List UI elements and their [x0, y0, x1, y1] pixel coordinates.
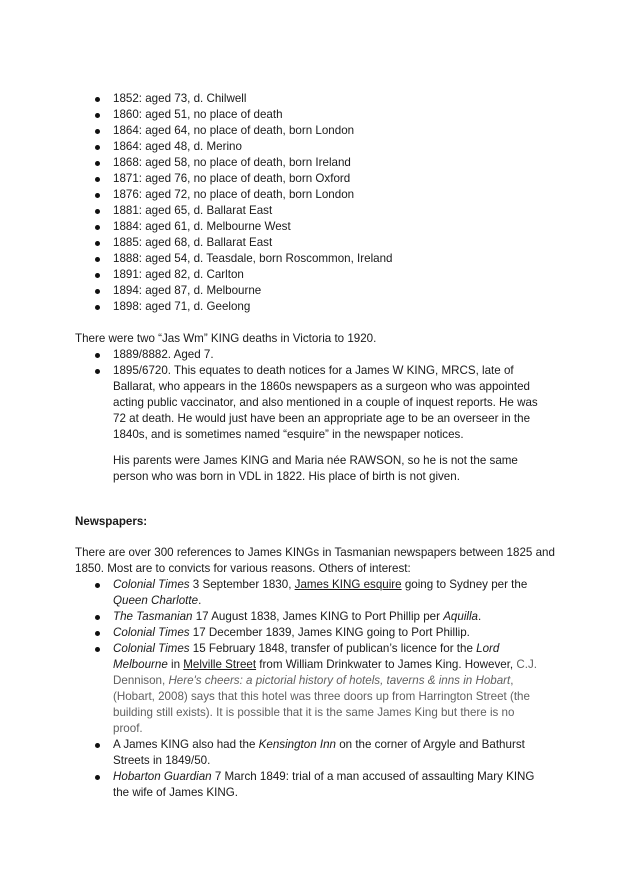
list-item: 1884: aged 61, d. Melbourne West: [77, 219, 547, 235]
text: in: [167, 658, 184, 671]
text: on the corner of Argyle and Bathurst Streets in 1849/50.: [113, 738, 525, 767]
citation-text: , (Hobart, 2008) says that this hotel was three doors up from Harrington Street (the building still exists). It is possible that it is the same James King but there is no proof.: [113, 674, 530, 735]
list-item: 1876: aged 72, no place of death, born London: [77, 187, 547, 203]
hotel-name: Lord Melbourne: [113, 642, 500, 671]
newspapers-intro: There are over 300 references to James KINGs in Tasmanian newspapers between 1825 and 1850. Most are to convicts for various reasons. Others of interest:: [75, 546, 555, 575]
text: .: [478, 610, 482, 623]
newspaper-references-list: [77, 577, 547, 801]
list-item: 1864: aged 48, d. Merino: [77, 139, 547, 155]
source-title: Hobarton Guardian: [113, 770, 212, 783]
text: going to Sydney per the: [401, 578, 528, 591]
list-item: 1881: aged 65, d. Ballarat East: [77, 203, 547, 219]
melville-street-link[interactable]: Melville Street: [183, 658, 257, 671]
list-item: 1898: aged 71, d. Geelong: [77, 299, 547, 315]
james-king-esquire-link[interactable]: James KING esquire: [294, 578, 402, 591]
source-title: The Tasmanian: [113, 610, 193, 623]
list-item: 1885: aged 68, d. Ballarat East: [77, 235, 547, 251]
citation-author: C.J. Dennison,: [113, 658, 537, 687]
ship-name: Queen Charlotte: [113, 594, 199, 607]
source-title: Colonial Times: [113, 578, 190, 591]
text: 3 September 1830,: [189, 578, 295, 591]
citation-book-title: Here's cheers: a pictorial history of hotels, taverns & inns in Hobart: [168, 674, 511, 687]
list-item: 1888: aged 54, d. Teasdale, born Roscommon, Ireland: [77, 251, 547, 267]
ship-name: Aquilla: [443, 610, 478, 623]
list-item: 1864: aged 64, no place of death, born London: [77, 123, 547, 139]
list-item: 1894: aged 87, d. Melbourne: [77, 283, 547, 299]
list-item: [77, 641, 547, 737]
source-title: Colonial Times: [113, 642, 190, 655]
list-item: [77, 737, 547, 769]
inn-name: Kensington Inn: [258, 738, 336, 751]
death-records-list: [77, 91, 547, 315]
section-heading-newspapers: Newspapers:: [75, 515, 148, 528]
list-item: 1889/8882. Aged 7.: [77, 347, 547, 363]
text: 17 December 1839, James KING going to Port Phillip.: [189, 626, 470, 639]
text: 17 August 1838, James KING to Port Phillip per: [192, 610, 444, 623]
list-item: [77, 769, 547, 801]
list-item: 1871: aged 76, no place of death, born Oxford: [77, 171, 547, 187]
list-item: 1852: aged 73, d. Chilwell: [77, 91, 547, 107]
text: from William Drinkwater to James King. However,: [256, 658, 517, 671]
list-item: 1895/6720. This equates to death notices for a James W KING, MRCS, late of Ballarat, who appears in the 1860s newspapers as a surgeon who was appointed acting public vaccinator, and also mentioned in a couple of inquest reports. He was 72 at death. He would just have been an appropriate age to be an overseer in the 1840s, and is sometimes named “esquire” in the newspaper notices.: [77, 363, 547, 443]
text: 7 March 1849: trial of a man accused of assaulting Mary KING the wife of James KING.: [113, 770, 535, 799]
text: 15 February 1848, transfer of publican’s licence for the: [189, 642, 477, 655]
list-item: 1868: aged 58, no place of death, born Ireland: [77, 155, 547, 171]
list-item: 1891: aged 82, d. Carlton: [77, 267, 547, 283]
jas-wm-note: His parents were James KING and Maria née RAWSON, so he is not the same person who was born in VDL in 1822. His place of birth is not given.: [113, 454, 518, 483]
text: A James KING also had the: [113, 738, 259, 751]
text: .: [198, 594, 202, 607]
list-item: [77, 577, 547, 609]
list-item: [77, 609, 547, 625]
list-item: 1860: aged 51, no place of death: [77, 107, 547, 123]
source-title: Colonial Times: [113, 626, 190, 639]
list-item: [77, 625, 547, 641]
jas-wm-list: [77, 347, 547, 443]
jas-wm-intro: There were two “Jas Wm” KING deaths in Victoria to 1920.: [75, 332, 377, 345]
